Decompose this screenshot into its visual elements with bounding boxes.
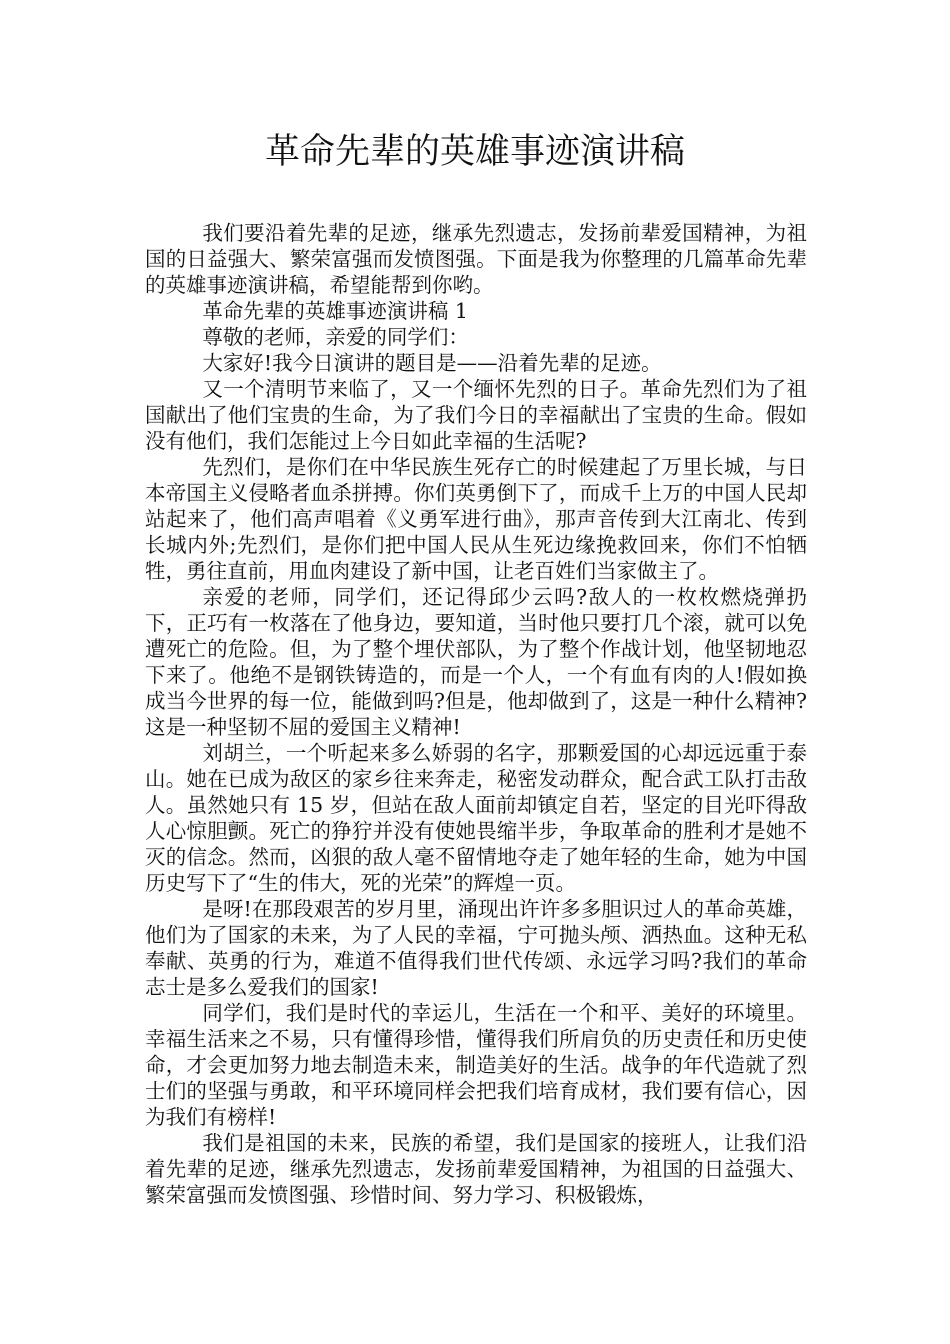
- document-body: [145, 220, 807, 1208]
- page-title: 革命先辈的英雄事迹演讲稿: [264, 132, 685, 172]
- paragraph: 亲爱的老师，同学们，还记得邱少云吗?敌人的一枚枚燃烧弹扔下，正巧有一枚落在了他身边，要知道，当时他只要打几个滚，就可以免遭死亡的危险。但，为了整个埋伏部队，为了整个作战计划，他坚韧地忍下来了。他绝不是钢铁铸造的，而是一个人，一个有血有肉的人!假如换成当今世界的每一位，能做到吗?但是，他却做到了，这是一种什么精神?这是一种坚韧不屈的爱国主义精神!: [145, 585, 807, 739]
- paragraph: 先烈们，是你们在中华民族生死存亡的时候建起了万里长城，与日本帝国主义侵略者血杀拼搏。你们英勇倒下了，而成千上万的中国人民却站起来了，他们高声唱着《义勇军进行曲》，那声音传到大江南北、传到长城内外;先烈们，是你们把中国人民从生死边缘挽救回来，你们不怕牺牲，勇往直前，用血肉建设了新中国，让老百姓们当家做主了。: [145, 455, 807, 583]
- paragraph: 同学们，我们是时代的幸运儿，生活在一个和平、美好的环境里。幸福生活来之不易，只有懂得珍惜，懂得我们所肩负的历史责任和历史使命，才会更加努力地去制造未来，制造美好的生活。战争的年代造就了烈士们的坚强与勇敢，和平环境同样会把我们培育成材，我们要有信心，因为我们有榜样!: [145, 1001, 807, 1129]
- paragraph: 是呀!在那段艰苦的岁月里，涌现出许许多多胆识过人的革命英雄，他们为了国家的未来，为了人民的幸福，宁可抛头颅、洒热血。这种无私奉献、英勇的行为，难道不值得我们世代传颂、永远学习吗?我们的革命志士是多么爱我们的国家!: [145, 897, 807, 999]
- paragraph: 我们是祖国的未来，民族的希望，我们是国家的接班人，让我们沿着先辈的足迹，继承先烈遗志，发扬前辈爱国精神，为祖国的日益强大、繁荣富强而发愤图强、珍惜时间、努力学习、积极锻炼，: [145, 1131, 807, 1207]
- paragraph: 刘胡兰，一个听起来多么娇弱的名字，那颗爱国的心却远远重于泰山。她在已成为敌区的家乡往来奔走，秘密发动群众，配合武工队打击敌人。虽然她只有 15 岁，但站在敌人面前却镇定自若，坚定的目光吓得敌人心惊胆颤。死亡的狰狞并没有使她畏缩半步，争取革命的胜利才是她不灭的信念。然而，凶狠的敌人毫不留情地夺走了她年轻的生命，她为中国历史写下了“生的伟大，死的光荣”的辉煌一页。: [145, 741, 807, 895]
- paragraph: 革命先辈的英雄事迹演讲稿 1: [202, 299, 468, 323]
- paragraph: 我们要沿着先辈的足迹，继承先烈遗志，发扬前辈爱国精神，为祖国的日益强大、繁荣富强而发愤图强。下面是我为你整理的几篇革命先辈的英雄事迹演讲稿，希望能帮到你哟。: [145, 221, 807, 297]
- paragraph: 尊敬的老师，亲爱的同学们：: [202, 325, 469, 349]
- paragraph: 又一个清明节来临了，又一个缅怀先烈的日子。革命先烈们为了祖国献出了他们宝贵的生命，为了我们今日的幸福献出了宝贵的生命。假如没有他们，我们怎能过上今日如此幸福的生活呢?: [145, 377, 807, 453]
- paragraph: 大家好!我今日演讲的题目是——沿着先辈的足迹。: [202, 351, 662, 375]
